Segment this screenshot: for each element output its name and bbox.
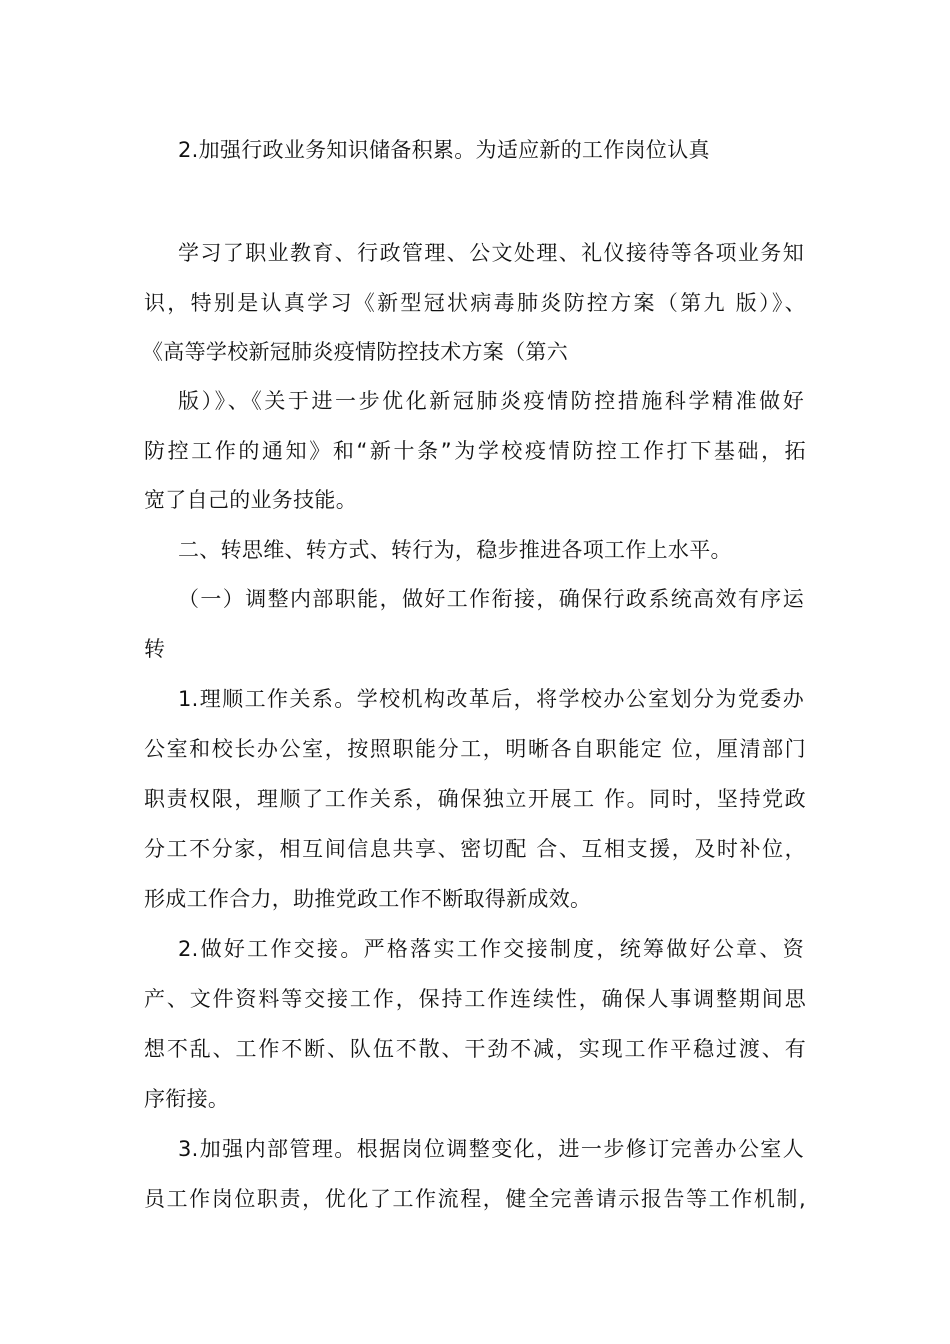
text-line-4: 《高等学校新冠肺炎疫情防控技术方案（第六 [142, 340, 568, 364]
text-line-19: 序衔接。 [144, 1087, 230, 1111]
text-line-14: 分工不分家，相互间信息共享、密切配 合、互相支援，及时补位， [144, 837, 806, 861]
text-line-7: 宽了自己的业务技能。 [144, 488, 357, 512]
text-line-2: 学习了职业教育、行政管理、公文处理、礼仪接待等各项业务知 [178, 241, 804, 265]
subsection-heading-1-cont: 转 [144, 637, 166, 661]
text-line-3: 识，特别是认真学习《新型冠状病毒肺炎防控方案（第九 版）》、 [144, 291, 806, 315]
text-line-18: 想不乱、工作不断、队伍不散、干劲不减，实现工作平稳过渡、有 [144, 1037, 806, 1061]
text-line-12: 公室和校长办公室，按照职能分工，明晰各自职能定 位，厘清部门 [144, 737, 806, 761]
text-line-16: 2.做好工作交接。严格落实工作交接制度，统筹做好公章、资 [178, 937, 804, 961]
section-heading-2: 二、转思维、转方式、转行为，稳步推进各项工作上水平。 [178, 538, 732, 562]
text-line-11: 1.理顺工作关系。学校机构改革后，将学校办公室划分为党委办 [178, 687, 804, 711]
text-line-6: 防控工作的通知》和“新十条”为学校疫情防控工作打下基础，拓 [144, 439, 806, 463]
subsection-heading-1: （一）调整内部职能，做好工作衔接，确保行政系统高效有序运 [178, 587, 804, 611]
text-line-21: 员工作岗位职责，优化了工作流程，健全完善请示报告等工作机制, [144, 1187, 806, 1211]
text-line-1: 2.加强行政业务知识储备积累。为适应新的工作岗位认真 [178, 138, 710, 162]
text-line-13: 职责权限，理顺了工作关系，确保独立开展工 作。同时，坚持党政 [144, 787, 806, 811]
text-line-17: 产、文件资料等交接工作，保持工作连续性，确保人事调整期间思 [144, 987, 806, 1011]
text-line-5: 版）》、《关于进一步优化新冠肺炎疫情防控措施科学精准做好 [178, 389, 804, 413]
text-line-15: 形成工作合力，助推党政工作不断取得新成效。 [144, 887, 592, 911]
text-line-20: 3.加强内部管理。根据岗位调整变化，进一步修订完善办公室人 [178, 1137, 804, 1161]
